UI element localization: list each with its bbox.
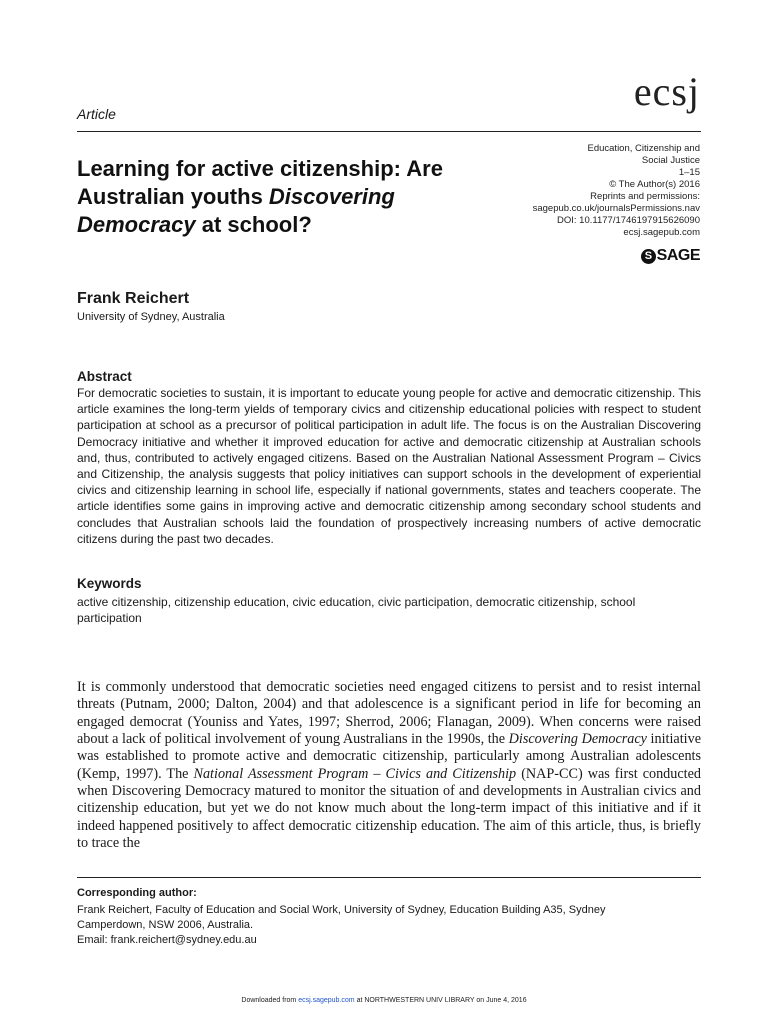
publication-metadata <box>470 143 700 239</box>
keywords-heading: Keywords <box>77 576 142 591</box>
meta-doi[interactable]: DOI: 10.1177/1746197915626090 <box>557 215 700 226</box>
sage-logo-icon: S <box>641 249 656 264</box>
meta-journal-url[interactable]: ecsj.sagepub.com <box>623 227 700 238</box>
meta-copyright: © The Author(s) 2016 <box>609 179 700 190</box>
author-name: Frank Reichert <box>77 290 190 307</box>
meta-journal-line-2: Social Justice <box>641 155 700 166</box>
download-source-link[interactable]: ecsj.sagepub.com <box>298 997 355 1004</box>
abstract-text: For democratic societies to sustain, it is important to educate young people for active and democratic citizenship. This article examines the long-term yields of temporary civics and citizenship educational policies with respect to student participation at school as a precursor of political participation in adult life. The focus is on the Australian Discovering Democracy initiative and whether it improved education for active and democratic citizenship at Australian schools and, thus, contributed to actively engaged citizens. Based on the Australian National Assessment Program – Civics and Citizenship, the analysis suggests that policy initiatives can support schools in the development of experiential civics and citizenship learning in school life, especially if national governments, states and teachers cooperate. The article identifies some gains in improving active and democratic citizenship among secondary school students and concludes that Australian schools laid the foundation of prospectively increasing numbers of active democratic citizens during the past two decades. <box>77 386 701 546</box>
meta-journal-line-1: Education, Citizenship and <box>587 143 700 154</box>
keywords-text: active citizenship, citizenship education, civic education, civic participation, democratic citizenship, school participation <box>77 595 636 625</box>
corresponding-author-details <box>77 903 701 948</box>
meta-pages: 1–15 <box>678 167 700 178</box>
meta-permissions-link[interactable]: sagepub.co.uk/journalsPermissions.nav <box>532 203 700 214</box>
body-segment-2: initiative was established to promote active and democratic citizenship, particularly among Australian adolescents (Kemp, 1997). The <box>77 731 701 782</box>
download-prefix: Downloaded from <box>241 997 299 1004</box>
abstract-heading: Abstract <box>77 369 132 384</box>
title-part-2: at school? <box>195 212 312 237</box>
corresponding-address-line-1: Frank Reichert, Faculty of Education and Social Work, University of Sydney, Education Building A35, Sydney <box>77 904 606 916</box>
body-italic-nap-cc: National Assessment Program – Civics and Citizenship <box>193 765 517 782</box>
download-suffix: at NORTHWESTERN UNIV LIBRARY on June 4, 2016 <box>354 997 527 1004</box>
corresponding-email[interactable]: Email: frank.reichert@sydney.edu.au <box>77 934 257 946</box>
download-notice <box>0 997 768 1004</box>
article-body-paragraph <box>77 679 701 852</box>
article-title <box>77 155 507 239</box>
body-segment-1: It is commonly understood that democratic societies need engaged citizens to persist and to resist internal threats (Putnam, 2000; Dalton, 2004) and that adolescence is a significant period in life for becoming an engaged democrat (Youniss and Yates, 1997; Sherrod, 2006; Flanagan, 2009). When concerns were raised about a lack of political involvement of young Australians in the 1990s, the <box>77 679 701 748</box>
article-type-label: Article <box>77 106 116 122</box>
body-segment-3: (NAP-CC) was first conducted when Discovering Democracy matured to monitor the situation of and developments in Australian civics and citizenship education, but yet we do not know much about the long-term impact of this initiative and if it indeed happened positively to affect democratic citizenship education. The aim of this article, thus, is briefly to trace the <box>77 765 702 852</box>
sage-logo-text: SAGE <box>656 247 700 264</box>
body-italic-discovering-democracy: Discovering Democracy <box>508 731 647 748</box>
title-part-1: Learning for active citizenship: Are Australian youths <box>77 156 443 209</box>
author-affiliation: University of Sydney, Australia <box>77 311 225 323</box>
title-italic: Discovering Democracy <box>77 184 395 237</box>
sage-publisher-logo <box>641 247 700 265</box>
header-divider <box>77 131 701 132</box>
journal-logo: ecsj <box>633 69 700 114</box>
meta-reprints-label: Reprints and permissions: <box>590 191 700 202</box>
footnote-divider <box>77 877 701 878</box>
corresponding-author-heading: Corresponding author: <box>77 887 197 899</box>
corresponding-address-line-2: Camperdown, NSW 2006, Australia. <box>77 919 254 931</box>
